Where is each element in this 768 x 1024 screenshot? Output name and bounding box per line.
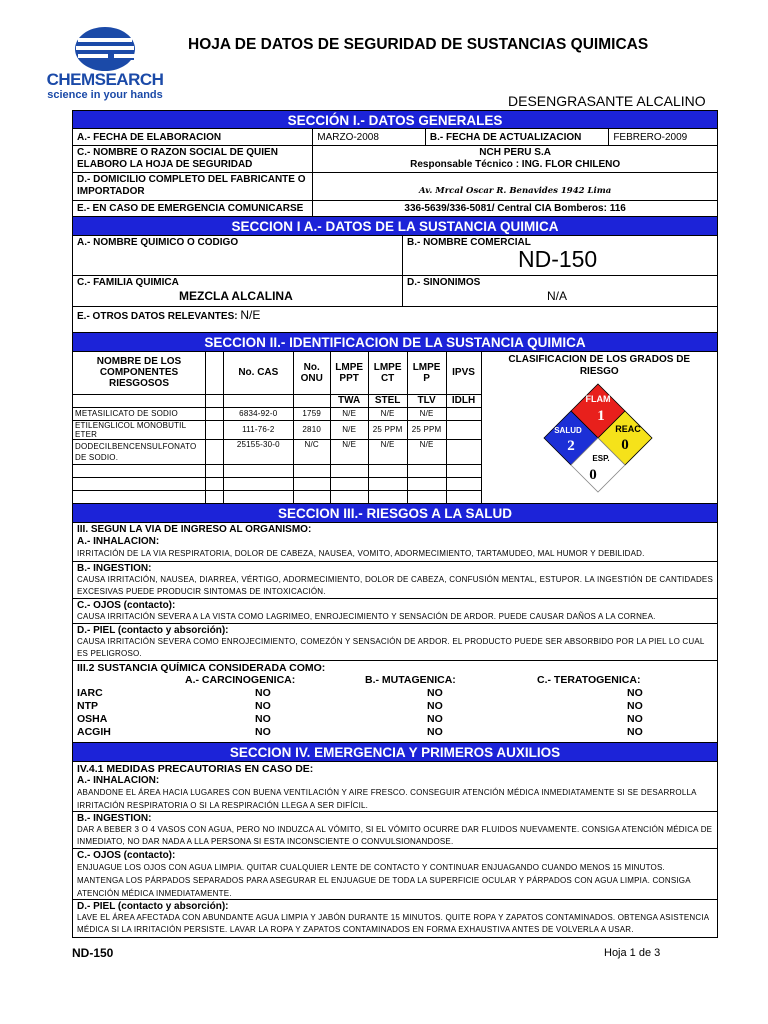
logo-tagline: science in your hands xyxy=(47,89,163,101)
teratogenica-label: C.- TERATOGENICA: xyxy=(537,673,641,686)
carcinogenica-value: NO xyxy=(255,686,271,699)
footer-product-code: ND-150 xyxy=(72,946,114,960)
component-ppt: N/E xyxy=(330,407,368,420)
clasificacion-label: CLASIFICACION DE LOS GRADOS DE RIESGO xyxy=(508,354,691,377)
nfpa-salud-label: SALUD xyxy=(554,426,582,435)
nfpa-esp-label: ESP. xyxy=(592,454,610,463)
domicilio-value: Av. Mrcal Oscar R. Benavides 1942 Lima xyxy=(419,186,612,196)
razon-social-responsable: Responsable Técnico : ING. FLOR CHILENO xyxy=(410,159,621,170)
ojos-text: CAUSA IRRITACIÓN SEVERA A LA VISTA COMO LAGRIMEO, ENROJECIMIENTO Y SENSACIÓN DE ARDOR. PUEDE CAUSAR DAÑOS A LA CORNEA. xyxy=(77,611,656,621)
s4-ojos-label: C.- OJOS (contacto): xyxy=(77,849,176,861)
s4-piel-label: D.- PIEL (contacto y absorción): xyxy=(77,900,229,912)
razon-social-label: C.- NOMBRE O RAZON SOCIAL DE QUIEN ELABORO LA HOJA DE SEGURIDAD xyxy=(73,146,313,172)
medidas-precautorias-title: IV.4.1 MEDIDAS PRECAUTORIAS EN CASO DE: xyxy=(77,762,314,775)
col-header-cas: No. CAS xyxy=(223,352,293,394)
nombre-comercial-value: ND-150 xyxy=(517,246,598,272)
s4-ojos-text: ENJUAGUE LOS OJOS CON AGUA LIMPIA. QUITAR CUALQUIER LENTE DE CONTACTO Y CONTINUAR ENJUAGANDO CUANDO MENOS 15 MINUTOS. MANTENGA LOS PÁRPADOS SEPARADOS PARA ASEGURAR EL ENJUAGUE DE TODA LA SUPERFICIE OCULAR Y PÁRPADOS CON AGUA LIMPIA. CONSIGA ATENCIÓN MÉDICA INMEDIATAMENTE. xyxy=(77,862,691,898)
section-3-ingestion xyxy=(72,562,718,599)
section-1a-row-names xyxy=(72,236,718,276)
component-ipvs xyxy=(446,420,481,439)
document-title: HOJA DE DATOS DE SEGURIDAD DE SUSTANCIAS QUIMICAS xyxy=(188,36,649,53)
mutagenica-value: NO xyxy=(427,725,443,738)
product-name: DESENGRASANTE ALCALINO xyxy=(508,93,706,109)
component-name: DODECILBENCENSULFONATO DE SODIO. xyxy=(73,439,206,464)
col-header-name: NOMBRE DE LOS COMPONENTES RIESGOSOS xyxy=(73,352,206,394)
nfpa-reac-value: 0 xyxy=(621,437,629,453)
chemsearch-logo xyxy=(38,26,172,106)
fecha-elaboracion-value: MARZO-2008 xyxy=(313,129,426,145)
section-4-inhalacion xyxy=(72,762,718,812)
col-header-ct: LMPE CT xyxy=(368,352,407,394)
razon-social-company: NCH PERU S.A xyxy=(479,147,551,158)
agency-row xyxy=(77,726,713,739)
component-onu: 1759 xyxy=(293,407,330,420)
component-cas: 6834-92-0 xyxy=(223,407,293,420)
section-3-header: SECCION III.- RIESGOS A LA SALUD xyxy=(72,504,718,523)
nombre-quimico-label: A.- NOMBRE QUIMICO O CODIGO xyxy=(73,236,403,275)
s4-ingestion-label: B.- INGESTION: xyxy=(77,812,152,824)
s4-inhalacion-text: ABANDONE EL ÁREA HACIA LUGARES CON BUENA VENTILACIÓN Y AIRE FRESCO. CONSEGUIR ATENCIÓN MÉDICA INMEDIATAMENTE SI SE DESARROLLA IRRITACIÓN RESPIRATORIA O SI LA RESPIRACIÓN LLEGA A SER DIFÍCIL. xyxy=(77,787,697,810)
nfpa-reac-label: REAC xyxy=(615,424,641,434)
component-p: N/E xyxy=(407,407,446,420)
col-header-tlv: TLV xyxy=(407,394,446,407)
sinonimos-value: N/A xyxy=(546,289,567,303)
nfpa-flam-label: FLAM xyxy=(585,394,611,404)
nombre-comercial-cell xyxy=(403,236,717,275)
section-1-row-emergencia xyxy=(72,201,718,217)
component-name: ETILENGLICOL MONOBUTIL ETER xyxy=(73,420,206,439)
component-name: METASILICATO DE SODIO xyxy=(73,407,206,420)
component-ct: 25 PPM xyxy=(368,420,407,439)
ingestion-text: CAUSA IRRITACIÓN, NAUSEA, DIARREA, VÉRTIGO, ADORMECIMIENTO, DOLOR DE CABEZA, CONFUSIÓN MENTAL, ESTUPOR. LA INGESTIÓN DE CANTIDADES EXCESIVAS PUEDE PRODUCIR SINTOMAS DE INTOXICACIÓN. xyxy=(77,574,713,596)
fecha-elaboracion-label: A.- FECHA DE ELABORACION xyxy=(73,129,313,145)
inhalacion-text: IRRITACIÓN DE LA VIA RESPIRATORIA, DOLOR DE CABEZA, NAUSEA, VOMITO, ADORMECIMIENTO, TARTAMUDEO, MAL HUMOR Y DEBILIDAD. xyxy=(77,548,645,558)
col-header-idlh: IDLH xyxy=(446,394,481,407)
considerada-header-row xyxy=(77,674,713,687)
nombre-comercial-label: B.- NOMBRE COMERCIAL xyxy=(406,237,531,248)
piel-label: D.- PIEL (contacto y absorción): xyxy=(77,624,229,636)
mutagenica-value: NO xyxy=(427,699,443,712)
section-1a-row-familia xyxy=(72,276,718,307)
agency-name: ACGIH xyxy=(77,725,111,738)
nfpa-flam-value: 1 xyxy=(597,408,605,424)
teratogenica-value: NO xyxy=(627,686,643,699)
nfpa-diamond xyxy=(542,382,654,494)
component-ct: N/E xyxy=(368,439,407,464)
nfpa-esp-value: 0 xyxy=(589,467,597,483)
section-2-body xyxy=(72,352,718,504)
agency-row xyxy=(77,713,713,726)
ingestion-label: B.- INGESTION: xyxy=(77,562,152,574)
section-1a-row-otros xyxy=(72,307,718,333)
component-ct: N/E xyxy=(368,407,407,420)
section-4-ingestion xyxy=(72,812,718,849)
section-4-header: SECCION IV. EMERGENCIA Y PRIMEROS AUXILIOS xyxy=(72,743,718,762)
inhalacion-label: A.- INHALACION: xyxy=(77,535,160,547)
agency-row xyxy=(77,700,713,713)
section-3-intro: III. SEGUN LA VIA DE INGRESO AL ORGANISMO: xyxy=(77,523,312,535)
razon-social-value xyxy=(313,146,717,172)
section-1-row-domicilio xyxy=(72,173,718,201)
footer-page-number: Hoja 1 de 3 xyxy=(604,947,661,959)
col-header-twa: TWA xyxy=(330,394,368,407)
s4-ingestion-text: DAR A BEBER 3 O 4 VASOS CON AGUA, PERO NO INDUZCA AL VÓMITO, SI EL VÓMITO OCURRE DAR FLUIDOS NUEVAMENTE. CONSIGA ATENCIÓN MÉDICA DE INMEDIATO, NO DAR NADA A LLA PERSONA SI ESTA INCONSCIENTE O CONVULSIONANDOSE. xyxy=(77,824,713,846)
fecha-actualizacion-label: B.- FECHA DE ACTUALIZACION xyxy=(426,129,609,145)
teratogenica-value: NO xyxy=(627,699,643,712)
safety-sheet xyxy=(72,110,718,938)
section-1a-header: SECCION I A.- DATOS DE LA SUSTANCIA QUIMICA xyxy=(72,217,718,236)
familia-quimica-cell xyxy=(73,276,403,306)
component-onu: N/C xyxy=(293,439,330,464)
carcinogenica-label: A.- CARCINOGENICA: xyxy=(185,673,296,686)
mutagenica-value: NO xyxy=(427,712,443,725)
component-onu: 2810 xyxy=(293,420,330,439)
section-2-header: SECCION II.- IDENTIFICACION DE LA SUSTANCIA QUIMICA xyxy=(72,333,718,352)
emergencia-label: E.- EN CASO DE EMERGENCIA COMUNICARSE xyxy=(73,201,313,216)
section-3-ojos xyxy=(72,599,718,624)
carcinogenica-value: NO xyxy=(255,725,271,738)
component-ipvs xyxy=(446,407,481,420)
carcinogenica-value: NO xyxy=(255,712,271,725)
section-1-row-dates xyxy=(72,129,718,146)
teratogenica-value: NO xyxy=(627,725,643,738)
col-header-onu: No. ONU xyxy=(293,352,330,394)
carcinogenica-value: NO xyxy=(255,699,271,712)
piel-text: CAUSA IRRITACIÓN SEVERA COMO ENROJECIMIENTO, COMEZÓN Y SENSACIÓN DE ARDOR. EL PRODUCTO PUEDE SER ABSORBIDO POR LA PIEL LO CUAL ES PELIGROSO. xyxy=(77,636,705,658)
section-3-clasificacion xyxy=(72,661,718,743)
section-4-piel xyxy=(72,900,718,938)
component-ppt: N/E xyxy=(330,439,368,464)
component-p: N/E xyxy=(407,439,446,464)
otros-datos-cell xyxy=(73,307,717,332)
ojos-label: C.- OJOS (contacto): xyxy=(77,599,176,611)
otros-datos-value: N/E xyxy=(240,308,261,322)
agency-name: IARC xyxy=(77,686,103,699)
familia-quimica-label: C.- FAMILIA QUIMICA xyxy=(77,277,179,288)
col-header-stel: STEL xyxy=(368,394,407,407)
section-1-row-razon-social xyxy=(72,146,718,173)
col-header-spacer xyxy=(205,352,223,394)
otros-datos-label: E.- OTROS DATOS RELEVANTES: xyxy=(77,311,238,322)
emergencia-value: 336-5639/336-5081/ Central CIA Bomberos: 116 xyxy=(404,203,626,214)
col-header-ppt: LMPE PPT xyxy=(330,352,368,394)
component-cas: 25155-30-0 xyxy=(223,439,293,464)
component-ipvs xyxy=(446,439,481,464)
logo-brand-text: CHEMSEARCH xyxy=(46,70,164,89)
mutagenica-value: NO xyxy=(427,686,443,699)
s4-inhalacion-label: A.- INHALACION: xyxy=(77,774,160,786)
chemsearch-globe-icon xyxy=(38,26,172,72)
col-header-p: LMPE P xyxy=(407,352,446,394)
nfpa-salud-value: 2 xyxy=(567,438,575,454)
agency-name: NTP xyxy=(77,699,98,712)
agency-row xyxy=(77,687,713,700)
fecha-actualizacion-value: FEBRERO-2009 xyxy=(613,132,688,143)
sustancia-considerada-title: III.2 SUSTANCIA QUÍMICA CONSIDERADA COMO: xyxy=(77,661,326,674)
sinonimos-cell xyxy=(403,276,717,306)
agency-name: OSHA xyxy=(77,712,108,725)
component-cas: 111-76-2 xyxy=(223,420,293,439)
component-ppt: N/E xyxy=(330,420,368,439)
section-4-ojos xyxy=(72,849,718,900)
section-3-inhalacion xyxy=(72,523,718,562)
section-1-header: SECCIÓN I.- DATOS GENERALES xyxy=(72,110,718,129)
familia-quimica-value: MEZCLA ALCALINA xyxy=(179,289,293,303)
section-3-piel xyxy=(72,624,718,661)
component-p: 25 PPM xyxy=(407,420,446,439)
teratogenica-value: NO xyxy=(627,712,643,725)
col-header-ipvs: IPVS xyxy=(446,352,481,394)
domicilio-label: D.- DOMICILIO COMPLETO DEL FABRICANTE O IMPORTADOR xyxy=(73,173,313,200)
mutagenica-label: B.- MUTAGENICA: xyxy=(365,673,456,686)
sinonimos-label: D.- SINONIMOS xyxy=(406,277,481,288)
s4-piel-text: LAVE EL ÁREA AFECTADA CON ABUNDANTE AGUA LIMPIA Y JABÓN DURANTE 15 MINUTOS. QUITE ROPA Y ZAPATOS CONTAMINADOS. OBTENGA ASISTENCIA MÉDICA SI LA IRRITACIÓN PERSISTE. LAVAR LA ROPA Y ZAPATOS CONTAMINADOS EN FORMA EXHAUSTIVA ANTES DE VOLVERLA A USAR. xyxy=(77,912,709,934)
